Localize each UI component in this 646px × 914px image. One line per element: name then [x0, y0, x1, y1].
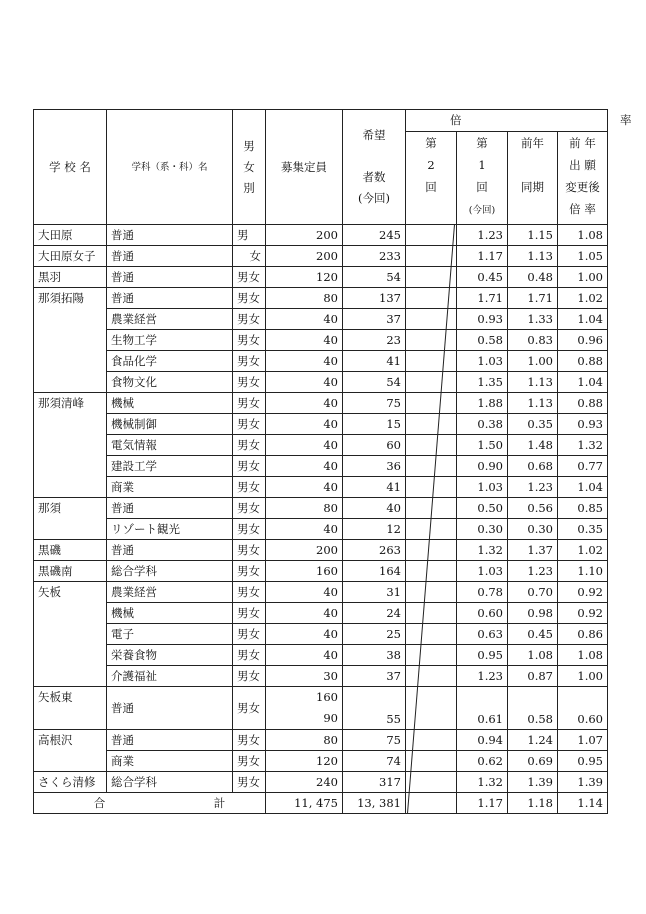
prev-final-cell: 0.92: [558, 582, 608, 603]
dept-cell: 農業経営: [107, 309, 233, 330]
sex-cell: 男女: [233, 351, 266, 372]
quota-cell: 240: [266, 772, 343, 793]
prev-final-cell: 0.92: [558, 603, 608, 624]
round1-cell: 0.30: [457, 519, 508, 540]
quota-cell: 40: [266, 351, 343, 372]
prev-same-cell: 0.56: [508, 498, 558, 519]
applicants-cell: 38: [343, 645, 406, 666]
prev-final-cell: 0.85: [558, 498, 608, 519]
round1-cell: 0.61: [457, 687, 508, 730]
dept-cell: 農業経営: [107, 582, 233, 603]
round1-cell: 0.94: [457, 730, 508, 751]
sex-cell: 男女: [233, 288, 266, 309]
round2-cell: [406, 603, 457, 624]
total-quota: 11, 475: [266, 793, 343, 814]
dept-cell: 普通: [107, 730, 233, 751]
round2-cell: [406, 540, 457, 561]
quota-cell: 40: [266, 456, 343, 477]
dept-cell: 介護福祉: [107, 666, 233, 687]
sex-cell: 男女: [233, 730, 266, 751]
round2-cell: [406, 393, 457, 414]
applicants-cell: 31: [343, 582, 406, 603]
round1-cell: 1.50: [457, 435, 508, 456]
header-sex-1: 男: [243, 138, 255, 153]
header-sex: [233, 110, 266, 225]
table-row: [34, 288, 608, 309]
header-round1: [457, 132, 508, 225]
sex-cell: 女: [233, 246, 266, 267]
prev-final-cell: 1.10: [558, 561, 608, 582]
header-prev-same-1: 前年: [521, 136, 544, 150]
prev-final-cell: 0.77: [558, 456, 608, 477]
sex-cell: 男女: [233, 498, 266, 519]
prev-final-cell: 1.32: [558, 435, 608, 456]
dept-cell: 普通: [107, 540, 233, 561]
table-row: [34, 645, 608, 666]
quota-cell: 40: [266, 393, 343, 414]
table-row: [34, 751, 608, 772]
round2-cell: [406, 772, 457, 793]
round1-cell: 0.50: [457, 498, 508, 519]
table-row: [34, 540, 608, 561]
table-row: [34, 456, 608, 477]
round2-cell: [406, 372, 457, 393]
round2-cell: [406, 225, 457, 246]
total-applicants: 13, 381: [343, 793, 406, 814]
dept-cell: 建設工学: [107, 456, 233, 477]
table-row: [34, 498, 608, 519]
sex-cell: 男女: [233, 540, 266, 561]
quota-cell: 120: [266, 751, 343, 772]
header-round2-1: 第: [425, 136, 437, 150]
sex-cell: 男女: [233, 435, 266, 456]
header-prev-final-1: 前 年: [569, 136, 596, 150]
header-dept: 学科（系・科）名: [107, 110, 233, 225]
sex-cell: 男女: [233, 267, 266, 288]
round2-cell: [406, 456, 457, 477]
prev-same-cell: 0.30: [508, 519, 558, 540]
quota-cell: 40: [266, 624, 343, 645]
table-row: [34, 351, 608, 372]
header-round2: [406, 132, 457, 225]
prev-final-cell: 1.05: [558, 246, 608, 267]
school-cell: 矢板東: [34, 687, 107, 730]
dept-cell: 生物工学: [107, 330, 233, 351]
school-cell: さくら清修: [34, 772, 107, 793]
applicants-cell: 75: [343, 730, 406, 751]
sex-cell: 男女: [233, 645, 266, 666]
sex-cell: 男: [233, 225, 266, 246]
header-round1-1: 第: [476, 136, 488, 150]
header-prev-final-3: 変更後: [565, 180, 600, 194]
prev-final-cell: 1.00: [558, 666, 608, 687]
school-cell: 那須拓陽: [34, 288, 107, 393]
round2-cell: [406, 330, 457, 351]
table-body: [34, 225, 608, 814]
round2-cell: [406, 414, 457, 435]
prev-same-cell: 1.33: [508, 309, 558, 330]
total-round1: 1.17: [457, 793, 508, 814]
applicants-cell: 37: [343, 666, 406, 687]
table-row: [34, 687, 608, 730]
quota-value-a: 160: [316, 690, 338, 704]
dept-cell: 電気情報: [107, 435, 233, 456]
school-cell: 黒磯南: [34, 561, 107, 582]
round2-cell: [406, 645, 457, 666]
prev-same-cell: 0.35: [508, 414, 558, 435]
quota-cell: 120: [266, 267, 343, 288]
table-row: [34, 393, 608, 414]
school-cell: 高根沢: [34, 730, 107, 772]
round2-cell: [406, 498, 457, 519]
dept-cell: 普通: [107, 687, 233, 730]
applicants-cell: 37: [343, 309, 406, 330]
header-round2-3: 回: [425, 180, 437, 194]
quota-cell: 40: [266, 519, 343, 540]
prev-final-cell: 1.39: [558, 772, 608, 793]
round2-cell: [406, 751, 457, 772]
quota-cell: 40: [266, 435, 343, 456]
round2-cell: [406, 477, 457, 498]
round1-cell: 0.90: [457, 456, 508, 477]
dept-cell: 普通: [107, 498, 233, 519]
sex-cell: 男女: [233, 751, 266, 772]
prev-final-cell: 1.00: [558, 267, 608, 288]
applicants-cell: 137: [343, 288, 406, 309]
dept-cell: 商業: [107, 751, 233, 772]
sex-cell: 男女: [233, 309, 266, 330]
sex-cell: 男女: [233, 519, 266, 540]
applicants-cell: 54: [343, 372, 406, 393]
sex-cell: 男女: [233, 477, 266, 498]
prev-same-cell: 0.45: [508, 624, 558, 645]
table-row: [34, 267, 608, 288]
quota-cell: 40: [266, 330, 343, 351]
header-prev-same: [508, 132, 558, 225]
round1-cell: 1.17: [457, 246, 508, 267]
header-sex-2: 女: [243, 159, 255, 174]
prev-same-cell: 0.98: [508, 603, 558, 624]
sex-cell: 男女: [233, 666, 266, 687]
prev-same-cell: 1.37: [508, 540, 558, 561]
round1-cell: 0.38: [457, 414, 508, 435]
table-row: [34, 246, 608, 267]
prev-final-cell: 1.07: [558, 730, 608, 751]
round1-cell: 0.60: [457, 603, 508, 624]
school-cell: 黒磯: [34, 540, 107, 561]
school-cell: 那須清峰: [34, 393, 107, 498]
round2-cell: [406, 246, 457, 267]
applicants-cell: 15: [343, 414, 406, 435]
dept-cell: 食物文化: [107, 372, 233, 393]
header-round2-2: 2: [427, 158, 435, 172]
total-label-a: 合: [93, 796, 106, 810]
prev-final-cell: 0.35: [558, 519, 608, 540]
prev-same-cell: 1.23: [508, 561, 558, 582]
prev-same-cell: 1.13: [508, 372, 558, 393]
table-row: [34, 666, 608, 687]
dept-cell: 普通: [107, 267, 233, 288]
quota-cell: 40: [266, 645, 343, 666]
prev-same-cell: 1.71: [508, 288, 558, 309]
total-label: [34, 793, 266, 814]
school-cell: 大田原: [34, 225, 107, 246]
round1-cell: 1.03: [457, 477, 508, 498]
round1-cell: 0.78: [457, 582, 508, 603]
table-row: [34, 309, 608, 330]
quota-cell: 80: [266, 730, 343, 751]
prev-final-cell: 0.95: [558, 751, 608, 772]
quota-cell: 40: [266, 603, 343, 624]
prev-same-cell: 0.48: [508, 267, 558, 288]
quota-cell: [266, 687, 343, 730]
sex-cell: 男女: [233, 372, 266, 393]
total-prev-same: 1.18: [508, 793, 558, 814]
quota-cell: 40: [266, 582, 343, 603]
round1-cell: 1.88: [457, 393, 508, 414]
prev-same-cell: 1.39: [508, 772, 558, 793]
table-row: [34, 582, 608, 603]
dept-cell: 電子: [107, 624, 233, 645]
prev-final-cell: 0.93: [558, 414, 608, 435]
table-row: [34, 414, 608, 435]
round1-cell: 0.93: [457, 309, 508, 330]
quota-cell: 40: [266, 477, 343, 498]
quota-cell: 40: [266, 309, 343, 330]
header-quota: 募集定員: [266, 110, 343, 225]
header-applicants-1: 希望: [362, 128, 386, 142]
table-row: [34, 603, 608, 624]
prev-final-cell: 0.86: [558, 624, 608, 645]
prev-same-cell: 0.68: [508, 456, 558, 477]
applicants-cell: 24: [343, 603, 406, 624]
header-ratio-group: [406, 110, 632, 132]
applicants-cell: 60: [343, 435, 406, 456]
applicants-cell: 245: [343, 225, 406, 246]
round2-cell: [406, 435, 457, 456]
header-sex-3: 別: [243, 180, 255, 195]
prev-final-cell: 1.04: [558, 372, 608, 393]
prev-same-cell: 1.23: [508, 477, 558, 498]
prev-same-cell: 1.48: [508, 435, 558, 456]
dept-cell: リゾート観光: [107, 519, 233, 540]
quota-cell: 40: [266, 372, 343, 393]
applicants-cell: 25: [343, 624, 406, 645]
round1-cell: 1.32: [457, 772, 508, 793]
prev-final-cell: 0.96: [558, 330, 608, 351]
applicants-cell: 74: [343, 751, 406, 772]
prev-same-cell: 0.87: [508, 666, 558, 687]
applicants-cell: 12: [343, 519, 406, 540]
dept-cell: 機械: [107, 603, 233, 624]
total-row: [34, 793, 608, 814]
admission-ratio-table-container: [33, 109, 632, 814]
dept-cell: 普通: [107, 246, 233, 267]
applicants-cell: 55: [343, 687, 406, 730]
total-label-b: 計: [213, 796, 226, 810]
applicants-cell: 75: [343, 393, 406, 414]
round1-cell: 1.03: [457, 351, 508, 372]
total-round2: [406, 793, 457, 814]
sex-cell: 男女: [233, 414, 266, 435]
prev-final-cell: 0.88: [558, 351, 608, 372]
round2-cell: [406, 582, 457, 603]
admission-ratio-table: [33, 109, 632, 814]
quota-cell: 200: [266, 246, 343, 267]
round1-cell: 1.03: [457, 561, 508, 582]
round2-cell: [406, 624, 457, 645]
dept-cell: 機械制御: [107, 414, 233, 435]
prev-same-cell: 1.13: [508, 246, 558, 267]
dept-cell: 総合学科: [107, 561, 233, 582]
round1-cell: 0.95: [457, 645, 508, 666]
header-ratio-left: 倍: [450, 113, 462, 127]
prev-same-cell: 1.24: [508, 730, 558, 751]
quota-cell: 30: [266, 666, 343, 687]
school-cell: 大田原女子: [34, 246, 107, 267]
applicants-cell: 41: [343, 351, 406, 372]
round2-cell: [406, 288, 457, 309]
round2-cell: [406, 267, 457, 288]
total-prev-final: 1.14: [558, 793, 608, 814]
dept-cell: 普通: [107, 225, 233, 246]
round1-cell: 1.71: [457, 288, 508, 309]
prev-final-cell: 1.04: [558, 477, 608, 498]
table-row: [34, 372, 608, 393]
table-row: [34, 772, 608, 793]
header-round1-2: 1: [478, 158, 486, 172]
prev-final-cell: 0.88: [558, 393, 608, 414]
applicants-cell: 36: [343, 456, 406, 477]
prev-same-cell: 0.69: [508, 751, 558, 772]
quota-cell: 80: [266, 288, 343, 309]
prev-same-cell: 0.83: [508, 330, 558, 351]
dept-cell: 普通: [107, 288, 233, 309]
prev-same-cell: 1.08: [508, 645, 558, 666]
round1-cell: 1.23: [457, 225, 508, 246]
round2-cell: [406, 519, 457, 540]
table-row: [34, 624, 608, 645]
round2-cell: [406, 687, 457, 730]
header-round1-4: (今回): [468, 205, 496, 216]
sex-cell: 男女: [233, 393, 266, 414]
quota-cell: 80: [266, 498, 343, 519]
round2-cell: [406, 730, 457, 751]
header-ratio-right: 率: [620, 113, 632, 127]
header-applicants: [343, 110, 406, 225]
header-prev-final: [558, 132, 608, 225]
table-row: [34, 225, 608, 246]
round2-cell: [406, 351, 457, 372]
dept-cell: 機械: [107, 393, 233, 414]
dept-cell: 栄養食物: [107, 645, 233, 666]
prev-same-cell: 0.70: [508, 582, 558, 603]
round1-cell: 0.45: [457, 267, 508, 288]
prev-final-cell: 1.08: [558, 645, 608, 666]
round1-cell: 1.23: [457, 666, 508, 687]
table-row: [34, 730, 608, 751]
sex-cell: 男女: [233, 456, 266, 477]
header-prev-same-2: 同期: [521, 180, 544, 194]
round2-cell: [406, 561, 457, 582]
applicants-cell: 41: [343, 477, 406, 498]
header-prev-final-2: 出 願: [569, 158, 596, 172]
table-row: [34, 435, 608, 456]
prev-same-cell: 1.13: [508, 393, 558, 414]
table-row: [34, 561, 608, 582]
quota-cell: 40: [266, 414, 343, 435]
school-cell: 那須: [34, 498, 107, 540]
table-row: [34, 519, 608, 540]
round2-cell: [406, 309, 457, 330]
sex-cell: 男女: [233, 624, 266, 645]
prev-final-cell: 1.02: [558, 288, 608, 309]
round1-cell: 1.32: [457, 540, 508, 561]
sex-cell: 男女: [233, 330, 266, 351]
applicants-cell: 23: [343, 330, 406, 351]
dept-cell: 商業: [107, 477, 233, 498]
applicants-cell: 233: [343, 246, 406, 267]
sex-cell: 男女: [233, 561, 266, 582]
applicants-cell: 263: [343, 540, 406, 561]
quota-value-b: 90: [323, 711, 338, 725]
round1-cell: 0.58: [457, 330, 508, 351]
school-cell: 矢板: [34, 582, 107, 687]
round2-cell: [406, 666, 457, 687]
applicants-cell: 317: [343, 772, 406, 793]
dept-cell: 食品化学: [107, 351, 233, 372]
sex-cell: 男女: [233, 687, 266, 730]
quota-cell: 160: [266, 561, 343, 582]
sex-cell: 男女: [233, 772, 266, 793]
round1-cell: 1.35: [457, 372, 508, 393]
header-prev-final-4: 倍 率: [569, 202, 596, 216]
quota-cell: 200: [266, 225, 343, 246]
header-round1-3: 回: [476, 180, 488, 194]
table-row: [34, 330, 608, 351]
prev-same-cell: 1.15: [508, 225, 558, 246]
prev-final-cell: 0.60: [558, 687, 608, 730]
prev-same-cell: 1.00: [508, 351, 558, 372]
prev-final-cell: 1.02: [558, 540, 608, 561]
header-school: 学 校 名: [34, 110, 107, 225]
round1-cell: 0.62: [457, 751, 508, 772]
prev-same-cell: 0.58: [508, 687, 558, 730]
header-applicants-2: 者数: [362, 170, 386, 184]
applicants-cell: 164: [343, 561, 406, 582]
header-applicants-3: (今回): [358, 191, 390, 205]
table-row: [34, 477, 608, 498]
dept-cell: 総合学科: [107, 772, 233, 793]
round1-cell: 0.63: [457, 624, 508, 645]
sex-cell: 男女: [233, 582, 266, 603]
applicants-cell: 54: [343, 267, 406, 288]
applicants-cell: 40: [343, 498, 406, 519]
prev-final-cell: 1.04: [558, 309, 608, 330]
quota-cell: 200: [266, 540, 343, 561]
school-cell: 黒羽: [34, 267, 107, 288]
sex-cell: 男女: [233, 603, 266, 624]
prev-final-cell: 1.08: [558, 225, 608, 246]
